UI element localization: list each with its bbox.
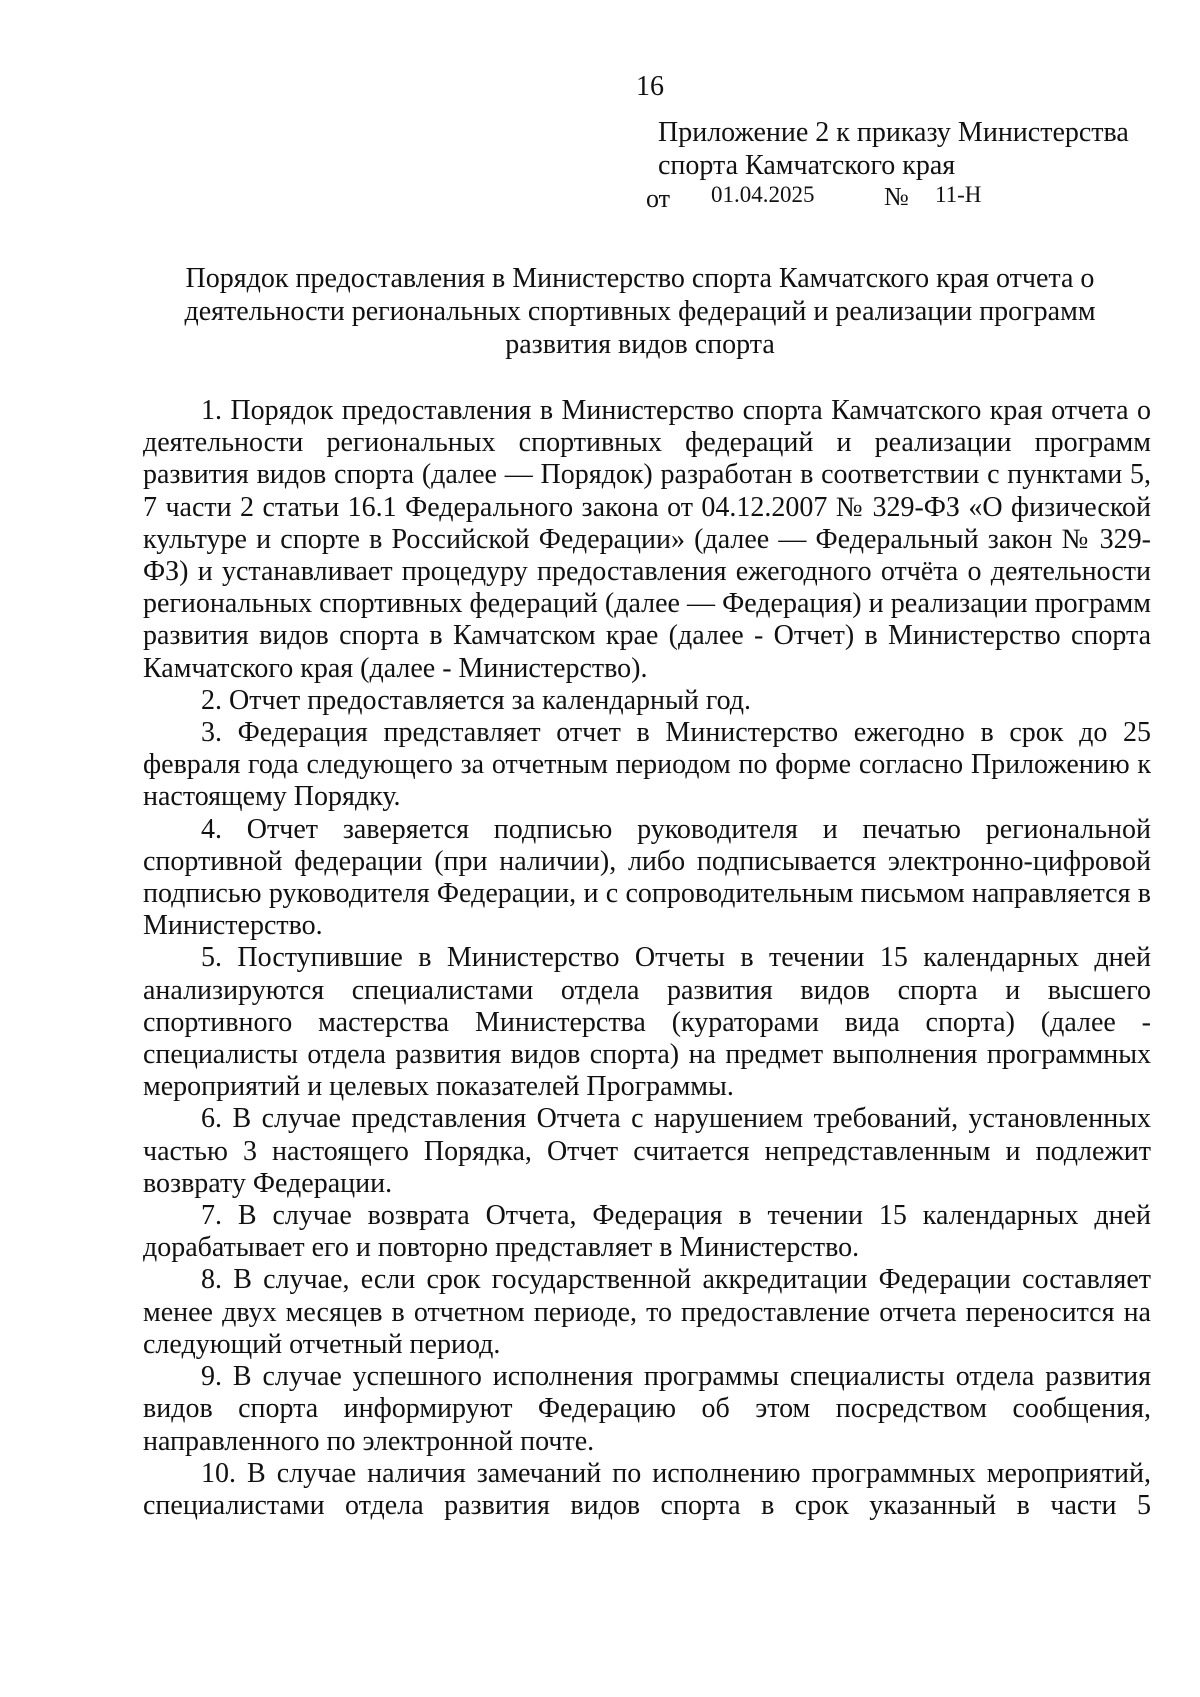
order-number-sign: № (884, 182, 909, 211)
paragraph-1: 1. Порядок предоставления в Министерство спорта Камчатского края отчета о деятельности региональных спортивных федераций и реализации программ развития видов спорта (далее — Порядок) разработан в соответствии с пунктами 5, 7 части 2 статьи 16.1 Федерального закона от 04.12.2007 № 329-ФЗ «О физической культуре и спорте в Российской Федерации» (далее — Федеральный закон № 329-ФЗ) и устанавливает процедуру предоставления ежегодного отчёта о деятельности региональных спортивных федераций (далее — Федерация) и реализации программ развития видов спорта в Камчатском крае (далее - Отчет) в Министерство спорта Камчатского края (далее - Министерство). (143, 395, 1151, 684)
paragraph-7: 7. В случае возврата Отчета, Федерация в течении 15 календарных дней дорабатывает его и повторно представляет в Министерство. (143, 1200, 1151, 1264)
order-date: 01.04.2025 (711, 182, 815, 207)
title-line-1: Порядок предоставления в Министерство спорта Камчатского края отчета о (185, 263, 1095, 294)
appendix-line-2: спорта Камчатского края (658, 150, 956, 181)
document-title (140, 262, 1140, 361)
paragraph-5: 5. Поступившие в Министерство Отчеты в течении 15 календарных дней анализируются специалистами отдела развития видов спорта и высшего спортивного мастерства Министерства (кураторами вида спорта) (далее - специалисты отдела развития видов спорта) на предмет выполнения программных мероприятий и целевых показателей Программы. (143, 942, 1151, 1103)
paragraph-3: 3. Федерация представляет отчет в Министерство ежегодно в срок до 25 февраля года следующего за отчетным периодом по форме согласно Приложению к настоящему Порядку. (143, 717, 1151, 813)
paragraph-10: 10. В случае наличия замечаний по исполнению программных мероприятий, специалистами отдела развития видов спорта в срок указанный в части 5 (143, 1457, 1151, 1521)
title-line-2: деятельности региональных спортивных федераций и реализации программ (184, 296, 1096, 327)
order-from-label: от (646, 184, 671, 213)
paragraph-8: 8. В случае, если срок государственной аккредитации Федерации составляет менее двух месяцев в отчетном периоде, то предоставление отчета переносится на следующий отчетный период. (143, 1264, 1151, 1360)
paragraph-4: 4. Отчет заверяется подписью руководителя и печатью региональной спортивной федерации (при наличии), либо подписывается электронно-цифровой подписью руководителя Федерации, и с сопроводительным письмом направляется в Министерство. (143, 813, 1151, 942)
title-line-3: развития видов спорта (505, 329, 775, 360)
document-body (143, 395, 1151, 1522)
appendix-line-1: Приложение 2 к приказу Министерства (658, 117, 1129, 148)
paragraph-9: 9. В случае успешного исполнения программы специалисты отдела развития видов спорта информируют Федерацию об этом посредством сообщения, направленного по электронной почте. (143, 1361, 1151, 1457)
paragraph-6: 6. В случае представления Отчета с нарушением требований, установленных частью 3 настоящего Порядка, Отчет считается непредставленным и подлежит возврату Федерации. (143, 1103, 1151, 1199)
paragraph-2: 2. Отчет предоставляется за календарный год. (201, 684, 752, 716)
appendix-header (658, 116, 1178, 182)
order-number: 11-Н (935, 182, 982, 207)
page-number: 16 (636, 71, 664, 102)
